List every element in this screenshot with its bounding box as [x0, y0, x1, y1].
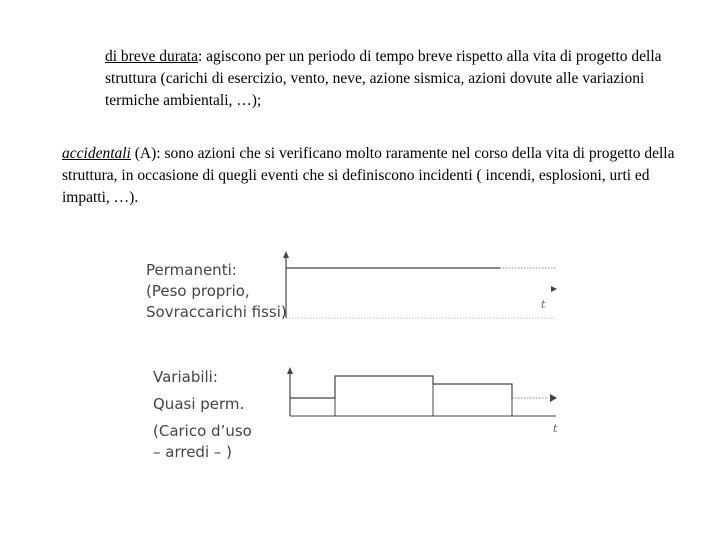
definition-short-duration-text: : agiscono per un periodo di tempo breve rispetto alla vita di progetto della struttura (carichi di esercizio, vento, neve, azione sismica, azioni dovute alle variazioni termiche ambientali, …); [105, 48, 662, 109]
permanent-title: Permanenti: [146, 261, 237, 279]
term-short-duration: di breve durata [105, 48, 198, 65]
variable-desc-2: – arredi – ) [153, 443, 233, 461]
definition-accidental-text: : sono azioni che si verificano molto raramente nel corso della vita di progetto della struttura, in occasione di quegli eventi che si definiscono incidenti ( incendi, esplosioni, urti ed impatti, …). [62, 145, 675, 206]
permanent-time-axis-label: t [541, 298, 546, 311]
permanent-diagram [283, 251, 557, 318]
term-accidental: accidentali [62, 145, 131, 162]
variable-desc-1: (Carico d’uso [153, 422, 252, 440]
permanent-y-arrow [283, 251, 289, 258]
permanent-x-arrow [551, 286, 557, 292]
variable-time-axis-label: t [553, 422, 558, 435]
variable-y-arrow [287, 367, 293, 374]
variable-title: Variabili: [153, 368, 218, 386]
symbol-accidental: (A) [134, 145, 157, 162]
variable-diagram [287, 367, 557, 416]
variable-subtitle: Quasi perm. [153, 395, 245, 413]
permanent-desc-1: (Peso proprio, [146, 282, 250, 300]
permanent-desc-2: Sovraccarichi fissi) [146, 303, 287, 321]
variable-x-arrow [550, 394, 557, 402]
variable-load-profile [290, 376, 512, 398]
